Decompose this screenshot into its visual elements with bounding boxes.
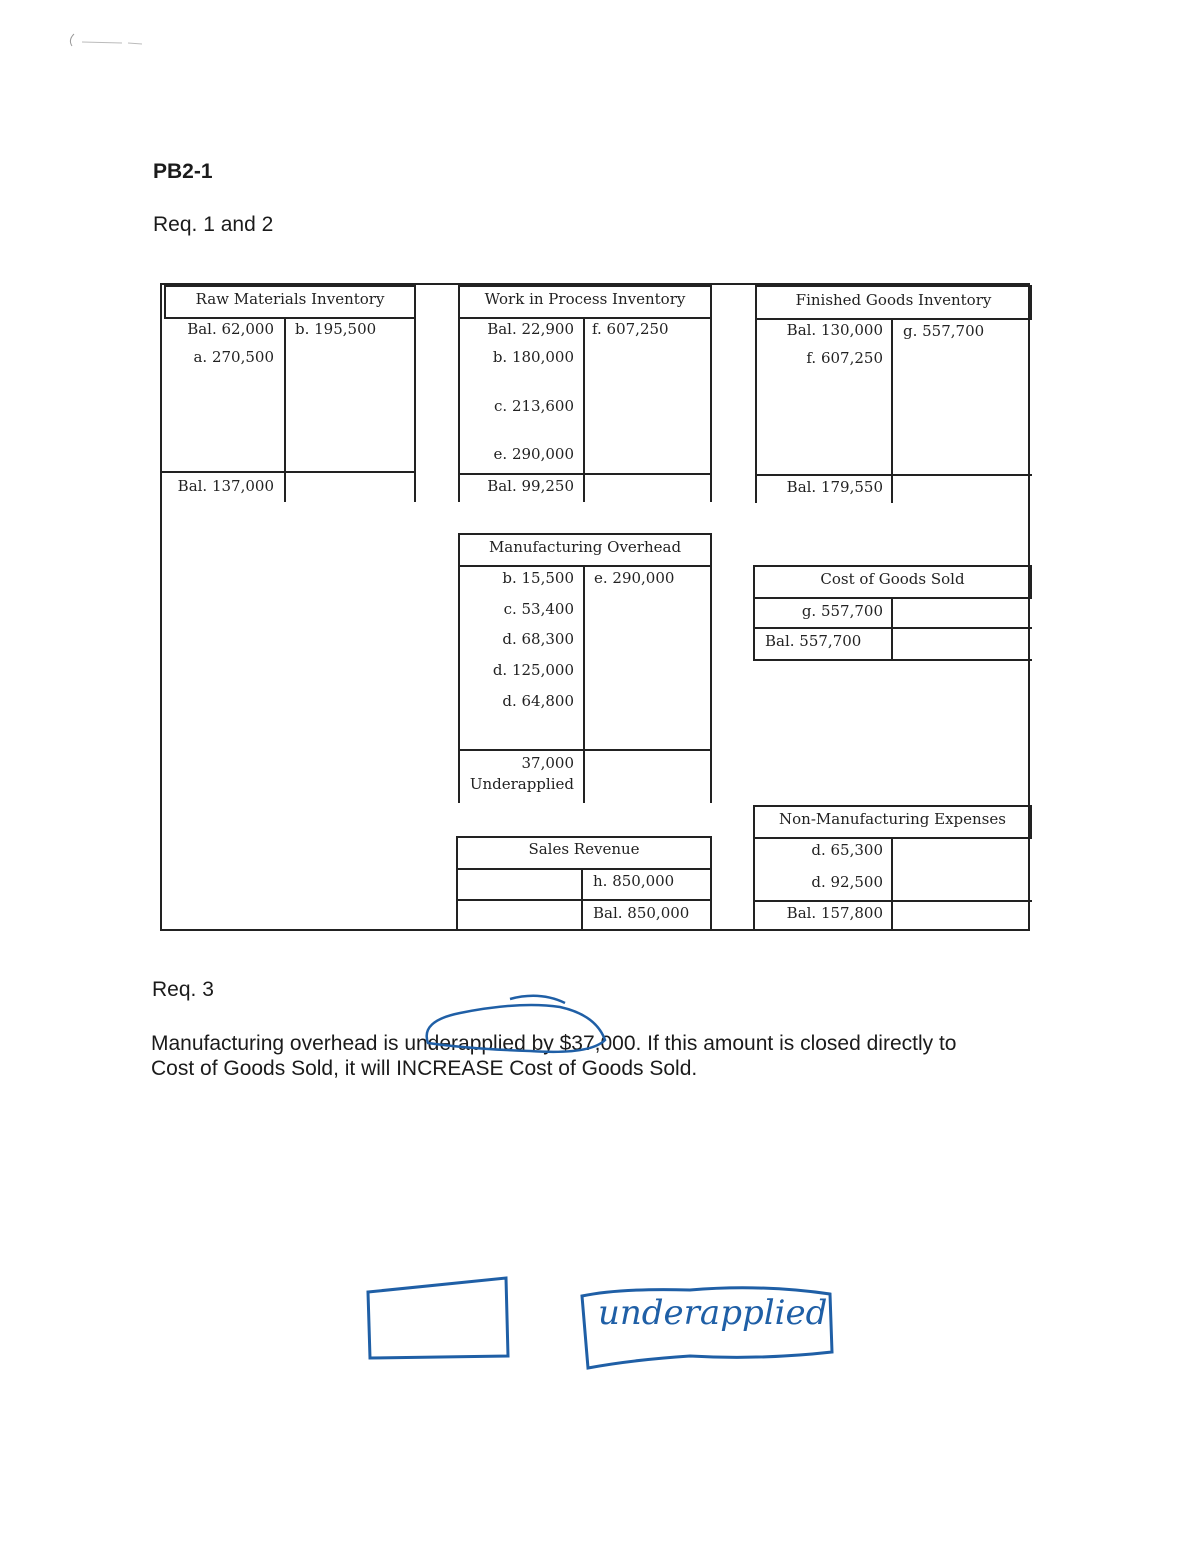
req-3-label: Req. 3 — [152, 978, 214, 1001]
ledger-entry: d. 125,000 — [492, 661, 574, 679]
ending-balance: Bal. 850,000 — [593, 904, 690, 922]
overhead-title: Manufacturing Overhead — [488, 538, 682, 556]
handwritten-note: underapplied — [598, 1293, 828, 1333]
ledger-entry: e. 290,000 — [493, 445, 574, 463]
ledger-entry: d. 64,800 — [502, 692, 574, 710]
ledger-entry: a. 270,500 — [193, 348, 274, 366]
cogs-title: Cost of Goods Sold — [820, 570, 965, 588]
finished-goods-title: Finished Goods Inventory — [795, 291, 992, 309]
ledger-entry: e. 290,000 — [594, 569, 675, 587]
ending-balance: Bal. 179,550 — [786, 478, 883, 496]
ledger-entry: b. 15,500 — [502, 569, 574, 587]
ledger-entry: b. 195,500 — [295, 320, 377, 338]
ledger-entry: d. 68,300 — [502, 630, 574, 648]
req-3-answer: Manufacturing overhead is underapplied by $37,000. If this amount is closed directly to Cost of Goods Sold, it will INCREASE Cost of Goods Sold. — [151, 1032, 957, 1080]
handwritten-circle-icon — [400, 985, 620, 1065]
ledger-entry: d. 65,300 — [811, 841, 883, 859]
ledger-entry: h. 850,000 — [593, 872, 675, 890]
ledger-entry: g. 557,700 — [801, 602, 883, 620]
ledger-entry: d. 92,500 — [811, 873, 883, 891]
ending-balance: Bal. 137,000 — [177, 477, 274, 495]
nonmfg-title: Non-Manufacturing Expenses — [779, 810, 1006, 828]
t-accounts-frame — [160, 283, 1030, 931]
ledger-entry: f. 607,250 — [806, 349, 883, 367]
ledger-entry: f. 607,250 — [592, 320, 669, 338]
ledger-entry: c. 53,400 — [503, 600, 574, 618]
sales-revenue-title: Sales Revenue — [528, 840, 640, 858]
ledger-entry: Bal. 22,900 — [487, 320, 574, 338]
req-1-2-label: Req. 1 and 2 — [153, 213, 274, 236]
ledger-entry: Bal. 130,000 — [786, 321, 883, 339]
wip-title: Work in Process Inventory — [484, 290, 686, 308]
ending-balance: Bal. 99,250 — [487, 477, 574, 495]
ending-balance: Bal. 557,700 — [765, 632, 862, 650]
ledger-entry: g. 557,700 — [903, 322, 985, 340]
raw-materials-title: Raw Materials Inventory — [195, 290, 385, 308]
ledger-entry: c. 213,600 — [494, 397, 574, 415]
ending-balance: 37,000 — [521, 754, 574, 772]
scan-mark-icon — [62, 30, 152, 50]
ledger-entry: b. 180,000 — [492, 348, 574, 366]
problem-title: PB2-1 — [153, 160, 213, 183]
ledger-entry: Bal. 62,000 — [187, 320, 274, 338]
ending-balance: Bal. 157,800 — [786, 904, 883, 922]
ending-balance-label: Underapplied — [469, 775, 574, 793]
